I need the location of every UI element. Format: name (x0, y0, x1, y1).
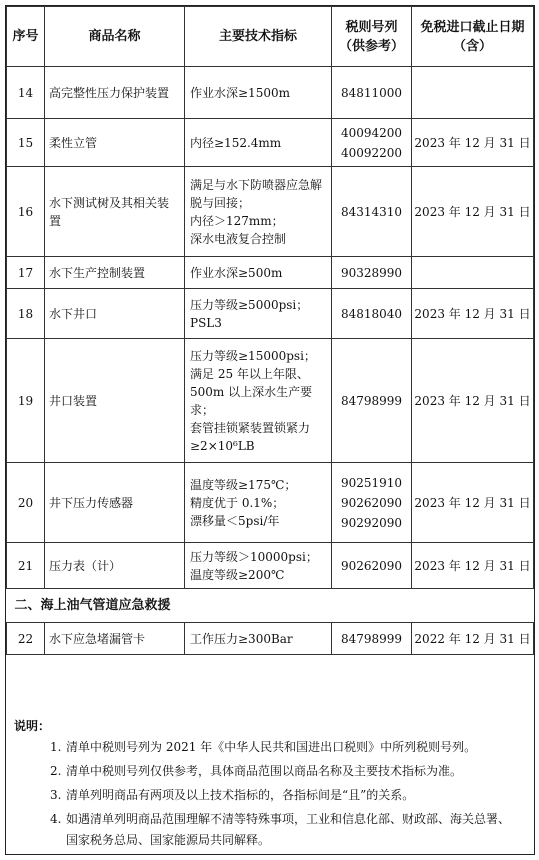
table-row (7, 543, 534, 589)
row-spec (185, 257, 332, 289)
equipment-table (6, 6, 534, 655)
spec-line: 压力等级≥5000psi； (190, 297, 309, 312)
spec-line: 内径≥152.4mm (190, 135, 282, 150)
note-index: 3. (50, 788, 62, 802)
note-text: 如遇清单列明商品范围理解不清等特殊事项，工业和信息化部、财政部、海关总署、国家税务总局、国家能源局共同解释。 (66, 812, 511, 847)
row-end-date: 2023 年 12 月 31 日 (412, 543, 534, 589)
table-header-row (7, 7, 534, 67)
header-spec: 主要技术指标 (185, 7, 332, 67)
header-date: 免税进口截止日期（含） (412, 7, 534, 67)
spec-line: 满足 25 年以上年限、 (190, 366, 309, 381)
row-end-date: 2023 年 12 月 31 日 (412, 119, 534, 167)
row-product-name: 水下应急堵漏管卡 (45, 623, 185, 655)
tariff-code: 40094200 (340, 125, 403, 140)
table-row (7, 257, 534, 289)
spec-line: 作业水深≥1500m (190, 85, 290, 100)
row-seq: 16 (7, 167, 45, 257)
tariff-code: 84798999 (340, 393, 403, 408)
table-row (7, 67, 534, 119)
tariff-code: 90251910 (340, 475, 403, 490)
row-product-name: 高完整性压力保护装置 (45, 67, 185, 119)
spec-line: 温度等级≥200℃ (190, 567, 285, 582)
row-seq: 18 (7, 289, 45, 339)
row-product-name: 柔性立管 (45, 119, 185, 167)
row-end-date (412, 67, 534, 119)
row-tariff-code (332, 167, 412, 257)
header-code: 税则号列（供参考） (332, 7, 412, 67)
spec-line: 温度等级≥175℃； (190, 477, 297, 492)
row-tariff-code (332, 463, 412, 543)
spec-line: 作业水深≥500m (190, 265, 283, 280)
spec-line: 500m 以上深水生产要求； (190, 384, 313, 417)
row-end-date (412, 257, 534, 289)
row-product-name: 井口装置 (45, 339, 185, 463)
row-tariff-code (332, 119, 412, 167)
row-tariff-code (332, 257, 412, 289)
row-tariff-code: 84798999 (332, 623, 412, 655)
row-seq: 21 (7, 543, 45, 589)
row-spec (185, 289, 332, 339)
header-name: 商品名称 (45, 7, 185, 67)
row-end-date: 2023 年 12 月 31 日 (412, 463, 534, 543)
tariff-code: 40092200 (340, 145, 403, 160)
note-item (6, 785, 533, 806)
row-spec (185, 119, 332, 167)
section-heading: 二、海上油气管道应急救援 (7, 589, 534, 623)
spec-line: 内径＞127mm； (190, 213, 284, 228)
row-spec (185, 67, 332, 119)
table-row (7, 339, 534, 463)
row-seq: 14 (7, 67, 45, 119)
note-text: 清单中税则号列仅供参考，具体商品范围以商品名称及主要技术指标为准。 (66, 764, 463, 778)
section-heading-row (7, 589, 534, 623)
note-item (6, 737, 533, 758)
tariff-code: 90292090 (340, 515, 403, 530)
table-row (7, 289, 534, 339)
row-spec (185, 463, 332, 543)
note-index: 2. (50, 764, 62, 778)
row-product-name: 井下压力传感器 (45, 463, 185, 543)
spec-line: 漂移量＜5psi/年 (190, 513, 280, 528)
row-end-date: 2022 年 12 月 31 日 (412, 623, 534, 655)
note-index: 4. (50, 812, 62, 826)
note-index: 1. (50, 740, 62, 754)
table-row (7, 623, 534, 655)
spec-line: 压力等级＞10000psi； (190, 549, 318, 564)
spec-line: 满足与水下防喷器应急解脱与回接； (190, 177, 323, 210)
tariff-code: 90328990 (340, 265, 403, 280)
tariff-code: 84811000 (340, 85, 403, 100)
spec-line: 精度优于 0.1%； (190, 495, 285, 510)
notes-title: 说明： (14, 719, 51, 733)
row-end-date: 2023 年 12 月 31 日 (412, 339, 534, 463)
spec-line: 深水电液复合控制 (190, 231, 287, 246)
row-seq: 22 (7, 623, 45, 655)
note-item (6, 809, 533, 851)
notes-section (6, 715, 533, 851)
row-seq: 20 (7, 463, 45, 543)
row-product-name: 水下测试树及其相关装置 (45, 167, 185, 257)
table-row (7, 119, 534, 167)
tariff-code: 90262090 (340, 558, 403, 573)
header-seq: 序号 (7, 7, 45, 67)
row-product-name: 水下井口 (45, 289, 185, 339)
row-seq: 19 (7, 339, 45, 463)
table-row (7, 167, 534, 257)
tariff-code: 84818040 (340, 306, 403, 321)
tariff-code: 84314310 (340, 204, 403, 219)
row-seq: 17 (7, 257, 45, 289)
row-seq: 15 (7, 119, 45, 167)
row-spec (185, 543, 332, 589)
row-product-name: 压力表（计） (45, 543, 185, 589)
note-text: 清单中税则号列为 2021 年《中华人民共和国进出口税则》中所列税则号列。 (66, 740, 477, 754)
row-product-name: 水下生产控制装置 (45, 257, 185, 289)
tariff-code: 90262090 (340, 495, 403, 510)
spec-line: PSL3 (190, 315, 222, 330)
row-tariff-code (332, 339, 412, 463)
row-spec (185, 167, 332, 257)
row-spec: 工作压力≥300Bar (185, 623, 332, 655)
document-page (5, 5, 535, 855)
spec-line: 套管挂锁紧装置锁紧力≥2×10⁶LB (190, 420, 311, 453)
row-spec (185, 339, 332, 463)
table-row (7, 463, 534, 543)
note-item (6, 761, 533, 782)
row-end-date: 2023 年 12 月 31 日 (412, 289, 534, 339)
row-end-date: 2023 年 12 月 31 日 (412, 167, 534, 257)
row-tariff-code (332, 289, 412, 339)
row-tariff-code (332, 67, 412, 119)
note-text: 清单列明商品有两项及以上技术指标的，各指标间是“且”的关系。 (66, 788, 415, 802)
row-tariff-code (332, 543, 412, 589)
spec-line: 压力等级≥15000psi； (190, 348, 316, 363)
